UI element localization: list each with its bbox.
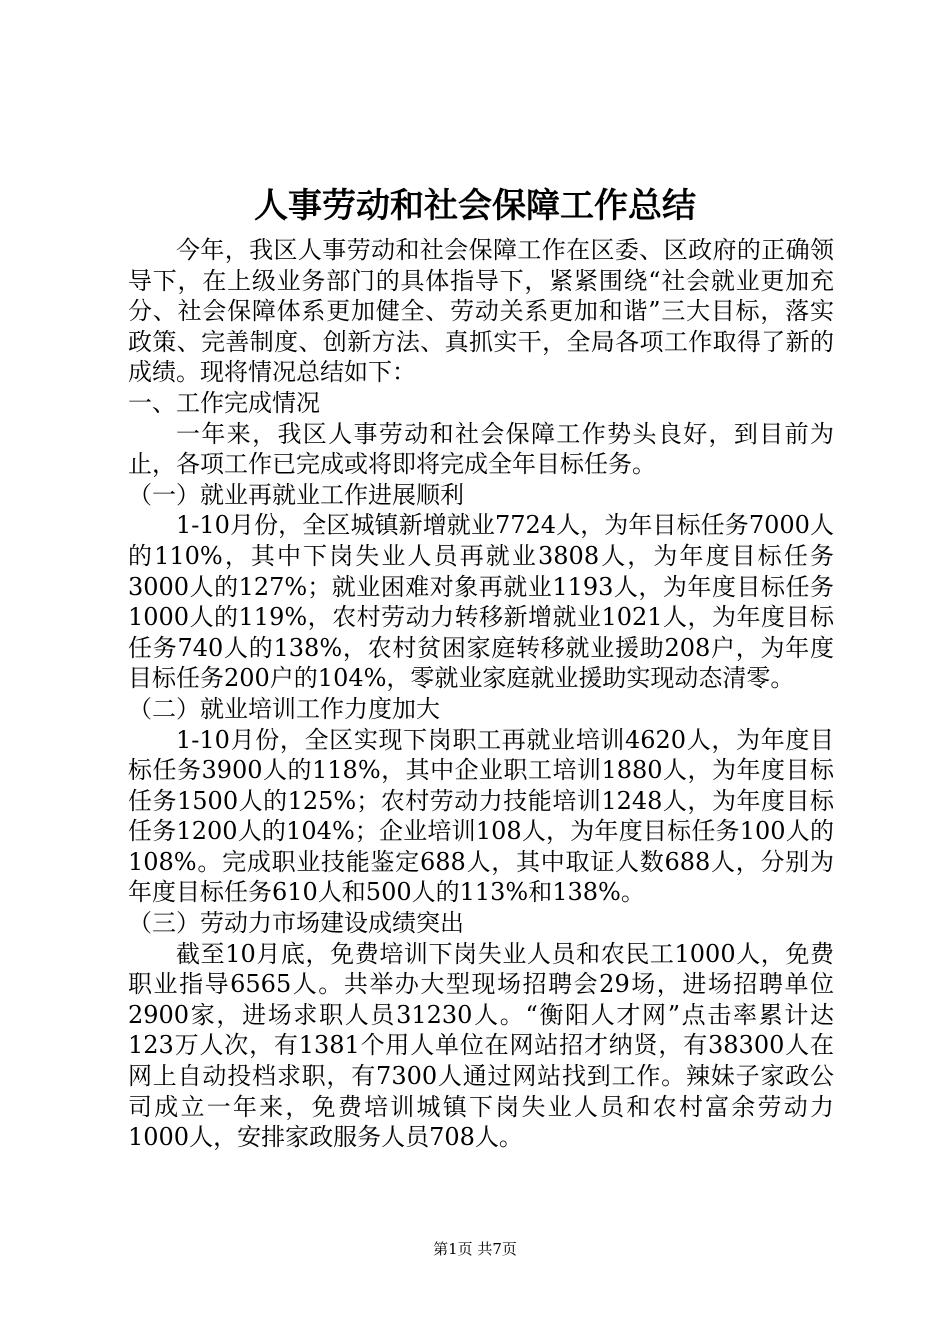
document-title: 人事劳动和社会保障工作总结 — [254, 186, 696, 226]
section-paragraph: 一年来，我区人事劳动和社会保障工作势头良好，到目前为止，各项工作已完成或将即将完成全年目标任务。 — [128, 419, 834, 479]
page-footer: 第1页 共7页 — [433, 1240, 517, 1258]
subsection-paragraph-2: 1-10月份，全区实现下岗职工再就业培训4620人，为年度目标任务3900人的118%，其中企业职工培训1880人，为年度目标任务1500人的125%；农村劳动力技能培训1248人，为年度目标任务1200人的104%；企业培训108人，为年度目标任务100人的108%。完成职业技能鉴定688人，其中取证人数688人，分别为年度目标任务610人和500人的113%和138%。 — [128, 725, 834, 907]
section-heading: 一、工作完成情况 — [128, 388, 320, 417]
intro-paragraph: 今年，我区人事劳动和社会保障工作在区委、区政府的正确领导下，在上级业务部门的具体指导下，紧紧围绕“社会就业更加充分、社会保障体系更加健全、劳动关系更加和谐”三大目标，落实政策、完善制度、创新方法、真抓实干，全局各项工作取得了新的成绩。现将情况总结如下： — [128, 236, 834, 387]
document-body — [128, 235, 834, 1153]
subsection-paragraph-1: 1-10月份，全区城镇新增就业7724人，为年目标任务7000人的110%，其中下岗失业人员再就业3808人，为年度目标任务3000人的127%；就业困难对象再就业1193人，为年度目标任务1000人的119%，农村劳动力转移新增就业1021人，为年度目标任务740人的138%，农村贫困家庭转移就业援助208户，为年度目标任务200户的104%，零就业家庭就业援助实现动态清零。 — [128, 511, 834, 693]
subsection-paragraph-3: 截至10月底，免费培训下岗失业人员和农民工1000人，免费职业指导6565人。共举办大型现场招聘会29场，进场招聘单位2900家，进场求职人员31230人。“衡阳人才网”点击率累计达123万人次，有1381个用人单位在网站招才纳贤，有38300人在网上自动投档求职，有7300人通过网站找到工作。辣妹子家政公司成立一年来，免费培训城镇下岗失业人员和农村富余劳动力1000人，安排家政服务人员708人。 — [128, 939, 834, 1152]
subsection-heading-1: （一）就业再就业工作进展顺利 — [128, 480, 464, 509]
subsection-heading-2: （二）就业培训工作力度加大 — [128, 694, 440, 723]
subsection-heading-3: （三）劳动力市场建设成绩突出 — [128, 909, 464, 938]
